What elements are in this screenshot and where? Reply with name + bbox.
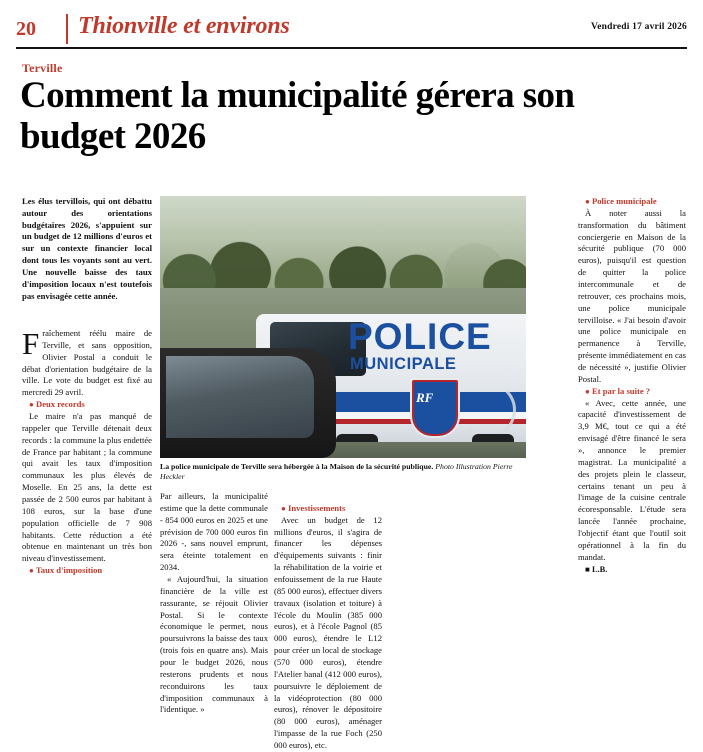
page-number: 20 xyxy=(16,18,36,40)
article-column-6 xyxy=(578,196,686,575)
paragraph: Avec un budget de 12 millions d'euros, il s'agira de financer les dépenses d'équipements suivants : finir la réhabilitation de la voirie et enfouissement de la rue Haute (85 000 euros), effectuer divers travaux (isolation et toiture) à l'école du Moulin (385 000 euros), et à l'école Pagnol (85 000 euros), étendre le L12 pour créer un local de stockage (570 000 euros), étendre l'Atelier banal (412 000 euros), poursuivre le déploiement de la vidéoprotection (80 000 euros), rénover le dépositoire (80 000 euros), aménager l'impasse de la rue Foch (250 000 euros), etc. xyxy=(274,514,382,751)
paragraph: À noter aussi la transformation du bâtiment conciergerie en Maison de la sécurité publique (70 000 euros), puisqu'il est question de quitter la police intercommunale et de retrouver, ces prochains mois, une police municipale tervilloise. « J'ai besoin d'avoir une police municipale en permanence à Terville, présente immédiatement en cas de nécessité », justifie Olivier Postal. xyxy=(578,207,686,384)
subheading-label: Taux d'imposition xyxy=(35,565,103,576)
article-column-1 xyxy=(22,328,152,577)
photo-credit: Photo Illustration Pierre Heckler xyxy=(160,462,513,481)
subheading-label: Deux records xyxy=(36,399,85,410)
caption-text: La police municipale de Terville sera hébergée à la Maison de la sécurité publique. xyxy=(160,462,434,471)
signature-text: L.B. xyxy=(591,564,608,574)
section-title: Thionville et environs xyxy=(78,13,290,39)
subheading-police-municipale xyxy=(578,196,686,208)
van-municipale-text: MUNICIPALE xyxy=(350,355,457,373)
subheading-et-par-la-suite xyxy=(578,386,686,398)
bullet-icon: ● xyxy=(29,400,34,410)
article-column-2 xyxy=(160,491,268,716)
article-column-3 xyxy=(274,491,382,752)
article-standfirst: Les élus tervillois, qui ont débattu autour des orientations budgétaires 2026, s'appuient sur un budget de 12 millions d'euros et sur un contexte financier local dont tous les voyants sont au vert. Une nouvelle baisse des taux d'imposition locaux n'est toutefois pas envisagée cette année. xyxy=(22,196,152,301)
subheading-label: Investissements xyxy=(288,502,346,513)
masthead xyxy=(16,14,687,48)
emblem-rf-text: RF xyxy=(416,390,434,405)
masthead-rule xyxy=(16,47,687,49)
paragraph: Le maire n'a pas manqué de rappeler que Terville détenait deux records : la commune la plus endettée de France par habitant ; la commune qui avait les taux d'imposition communaux les plus élevés de Moselle. En 25 ans, la dette est passée de 2 500 euros par habitant à 108 euros, sur la base d'une population officielle de 7 908 habitants. Cette réduction a été obtenue en maintenant un très bon niveau d'investissement. xyxy=(22,411,152,564)
page-title: Comment la municipalité gérera son budget 2026 xyxy=(20,75,575,157)
subheading-label: Police municipale xyxy=(592,196,657,206)
police-emblem-icon xyxy=(410,378,460,438)
bullet-icon: ● xyxy=(585,386,590,396)
masthead-divider xyxy=(66,14,68,44)
photo-trees xyxy=(160,234,526,296)
paragraph: Par ailleurs, la municipalité estime que la dette communale - 854 000 euros en 2025 et une prévision de 700 000 euros fin 2026 -, sans nouvel emprunt, sera éteinte totalement en 2034. xyxy=(160,491,268,573)
bullet-icon: ● xyxy=(29,566,34,576)
lede-paragraph xyxy=(22,328,152,399)
paragraph: « Aujourd'hui, la situation financière de la ville est rassurante, se réjouit Olivier Postal. Si le contexte économique le permet, nous poursuivrons la baisse des taux (trois fois en quatre ans). Mais pour le budget 2026, nous resterons prudents et nous reconduirons les taux d'imposition communaux à l'identique. » xyxy=(160,574,268,715)
bullet-icon: ● xyxy=(281,503,286,513)
edition-date: Vendredi 17 avril 2026 xyxy=(591,22,687,32)
article-kicker: Terville xyxy=(22,61,63,75)
car-mirror-glass xyxy=(166,356,314,438)
van-police-text: POLICE xyxy=(348,316,492,357)
article-signature xyxy=(578,564,686,576)
drop-cap: F xyxy=(22,326,40,361)
article-photo xyxy=(160,196,526,458)
square-icon: ■ xyxy=(585,564,590,574)
paragraph: « Avec, cette année, une capacité d'investissement de 3,9 M€, tout ce qui a été envisagé d'être financé le sera », annonce le premier magistrat. La municipalité a des projets plein le classeur, certains tenant un peu à l'image de la cuisine centrale écoresponsable. L'étude sera lancée l'année prochaine, l'objectif étant que l'outil soit opérationnel à la fin du mandat. xyxy=(578,397,686,562)
subheading-label: Et par la suite ? xyxy=(592,385,651,396)
subheading-taux-imposition xyxy=(22,565,152,577)
paragraph-continuation xyxy=(274,491,382,503)
bullet-icon: ● xyxy=(585,197,590,206)
laurel-wreath-icon xyxy=(460,382,516,438)
subheading-investissements xyxy=(274,503,382,515)
lede-text: raîchement réélu maire de Terville, et sans opposition, Olivier Postal a conduit le débat d'orientation budgétaire de la ville. Le vote du budget est fixé au mercredi 29 avril. xyxy=(22,328,152,398)
photo-caption xyxy=(160,462,526,481)
subheading-deux-records xyxy=(22,399,152,411)
